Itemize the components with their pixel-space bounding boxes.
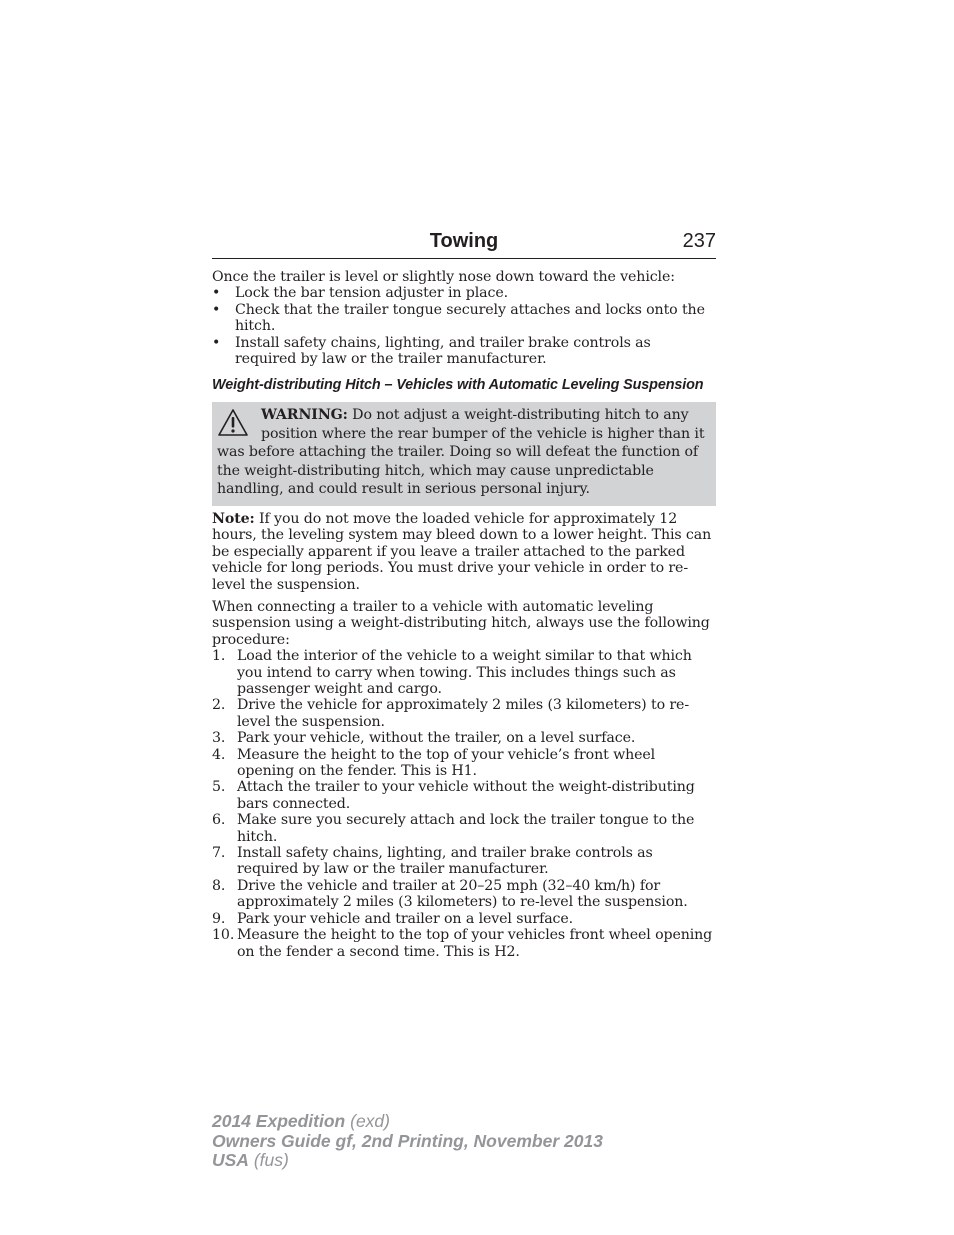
- footer-model: 2014 Expedition: [212, 1111, 346, 1131]
- footer-market: USA: [212, 1150, 249, 1170]
- page-number: 237: [682, 230, 716, 252]
- step-number: 10.: [212, 927, 235, 944]
- procedure-intro: When connecting a trailer to a vehicle with automatic leveling suspension using a weight-distributing hitch, always use the following procedure:: [212, 598, 710, 648]
- step-text: Drive the vehicle for approximately 2 miles (3 kilometers) to re-level the suspension.: [237, 697, 689, 730]
- step-number: 7.: [212, 845, 226, 862]
- warning-box: [212, 402, 716, 506]
- step-text: Park your vehicle, without the trailer, on a level surface.: [237, 730, 636, 747]
- bullet-item: [212, 285, 716, 301]
- step-item: [212, 648, 716, 697]
- step-text: Attach the trailer to your vehicle without the weight-distributing bars connected.: [237, 779, 695, 812]
- bullet-dot: •: [212, 301, 221, 318]
- step-text: Drive the vehicle and trailer at 20–25 mph (32–40 km/h) for approximately 2 miles (3 kilometers) to re-level the suspension.: [237, 877, 688, 911]
- step-text: Make sure you securely attach and lock the trailer tongue to the hitch.: [237, 812, 695, 845]
- note-paragraph: [212, 511, 716, 593]
- note-text: If you do not move the loaded vehicle for approximately 12 hours, the leveling system may bleed down to a lower height. This can be especially apparent if you leave a trailer attached to the parked vehicle for long periods. You must drive your vehicle in order to re-level the suspension.: [212, 510, 712, 593]
- step-number: 3.: [212, 730, 226, 747]
- footer-model-line: [212, 1112, 603, 1132]
- step-item: [212, 730, 716, 746]
- step-number: 1.: [212, 648, 226, 665]
- step-number: 8.: [212, 877, 226, 894]
- manual-page: [212, 226, 716, 960]
- warning-text: Do not adjust a weight-distributing hitch to any position where the rear bumper of the vehicle is higher than it was before attaching the trailer. Doing so will defeat the function of the weight-distributing hitch, which may cause unpredictable handling, and could result in serious personal injury.: [217, 407, 705, 498]
- step-item: [212, 779, 716, 812]
- procedure-steps: [212, 648, 716, 960]
- footer-market-code: (fus): [248, 1150, 289, 1170]
- step-text: Install safety chains, lighting, and trailer brake controls as required by law or the trailer manufacturer.: [237, 845, 653, 878]
- footer-printing-line: Owners Guide gf, 2nd Printing, November 2013: [212, 1130, 603, 1151]
- footer-market-line: [212, 1151, 603, 1171]
- step-number: 2.: [212, 697, 226, 714]
- bullet-text: Install safety chains, lighting, and trailer brake controls as required by law or the trailer manufacturer.: [235, 334, 651, 368]
- step-number: 9.: [212, 910, 226, 927]
- warning-triangle-icon: [217, 408, 249, 438]
- bullet-dot: •: [212, 285, 221, 302]
- step-number: 6.: [212, 812, 226, 829]
- bullet-text: Lock the bar tension adjuster in place.: [235, 285, 509, 302]
- page-body: [212, 269, 716, 960]
- section-title: Towing: [429, 230, 499, 252]
- bullet-item: [212, 302, 716, 335]
- step-text: Load the interior of the vehicle to a weight similar to that which you intend to carry when towing. This includes things such as passenger weight and cargo.: [237, 648, 692, 697]
- subheading: Weight-distributing Hitch – Vehicles with Automatic Leveling Suspension: [212, 377, 704, 394]
- step-item: [212, 747, 716, 780]
- step-text: Measure the height to the top of your vehicle’s front wheel opening on the fender. This is H1.: [237, 746, 656, 780]
- step-number: 5.: [212, 779, 226, 796]
- footer-model-code: (exd): [345, 1111, 390, 1131]
- step-item: [212, 845, 716, 878]
- step-item: [212, 697, 716, 730]
- step-item: [212, 812, 716, 845]
- bullet-list: [212, 285, 716, 367]
- page-footer: [212, 1112, 603, 1171]
- note-label: Note:: [212, 510, 255, 527]
- step-item: [212, 878, 716, 911]
- step-text: Park your vehicle and trailer on a level surface.: [237, 910, 574, 927]
- bullet-text: Check that the trailer tongue securely attaches and locks onto the hitch.: [235, 301, 705, 335]
- step-text: Measure the height to the top of your vehicles front wheel opening on the fender a second time. This is H2.: [237, 927, 713, 960]
- bullet-dot: •: [212, 334, 221, 351]
- page-header: [212, 226, 716, 259]
- step-item: [212, 927, 716, 960]
- intro-text: Once the trailer is level or slightly nose down toward the vehicle:: [212, 269, 675, 285]
- step-item: [212, 911, 716, 927]
- bullet-item: [212, 335, 716, 368]
- warning-label: WARNING:: [261, 407, 348, 424]
- step-number: 4.: [212, 746, 226, 763]
